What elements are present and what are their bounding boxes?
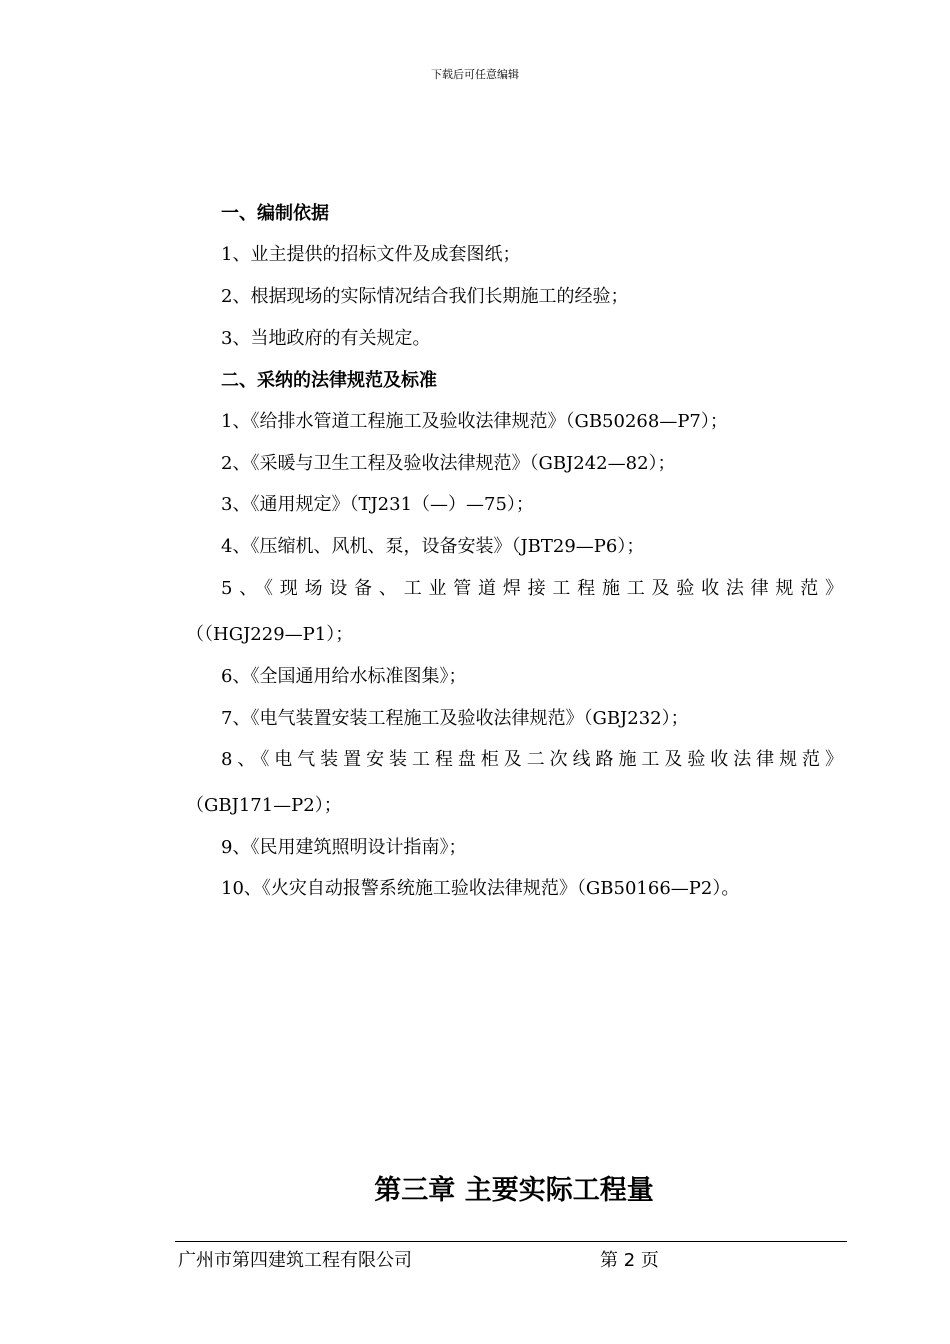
header-note: 下载后可任意编辑: [431, 68, 519, 81]
basis-item: 1、业主提供的招标文件及成套图纸；: [221, 244, 521, 265]
standard-item: 8、《电气装置安装工程盘柜及二次线路施工及验收法律规范》: [221, 749, 843, 770]
footer-divider: [175, 1241, 847, 1242]
footer-company: 广州市第四建筑工程有限公司: [178, 1250, 412, 1271]
standard-item-continuation: （GBJ171—P2）；: [186, 795, 342, 816]
footer-page-number: 第 2 页: [600, 1250, 659, 1271]
section-heading-basis: 一、编制依据: [221, 203, 329, 224]
standard-item: 5、《现场设备、工业管道焊接工程施工及验收法律规范》: [221, 578, 843, 599]
standard-item: 7、《电气装置安装工程施工及验收法律规范》（GBJ232）；: [221, 708, 689, 729]
standard-item: 3、《通用规定》（TJ231（—）—75）；: [221, 494, 534, 515]
standard-item: 1、《给排水管道工程施工及验收法律规范》（GB50268—P7）；: [221, 411, 728, 432]
standard-item: 9、《民用建筑照明设计指南》；: [221, 837, 467, 858]
basis-item: 2、根据现场的实际情况结合我们长期施工的经验；: [221, 286, 629, 307]
standard-item: 6、《全国通用给水标准图集》；: [221, 666, 467, 687]
standard-item: 4、《压缩机、风机、泵，设备安装》（JBT29—P6）；: [221, 536, 645, 557]
section-heading-standards: 二、采纳的法律规范及标准: [221, 370, 437, 391]
standard-item: 10、《火灾自动报警系统施工验收法律规范》（GB50166—P2）。: [221, 878, 740, 899]
standard-item-continuation: （（HGJ229—P1）；: [186, 624, 354, 645]
basis-item: 3、当地政府的有关规定。: [221, 328, 431, 349]
standard-item: 2、《采暖与卫生工程及验收法律规范》（GBJ242—82）；: [221, 453, 676, 474]
chapter-title: 第三章 主要实际工程量: [374, 1175, 654, 1206]
